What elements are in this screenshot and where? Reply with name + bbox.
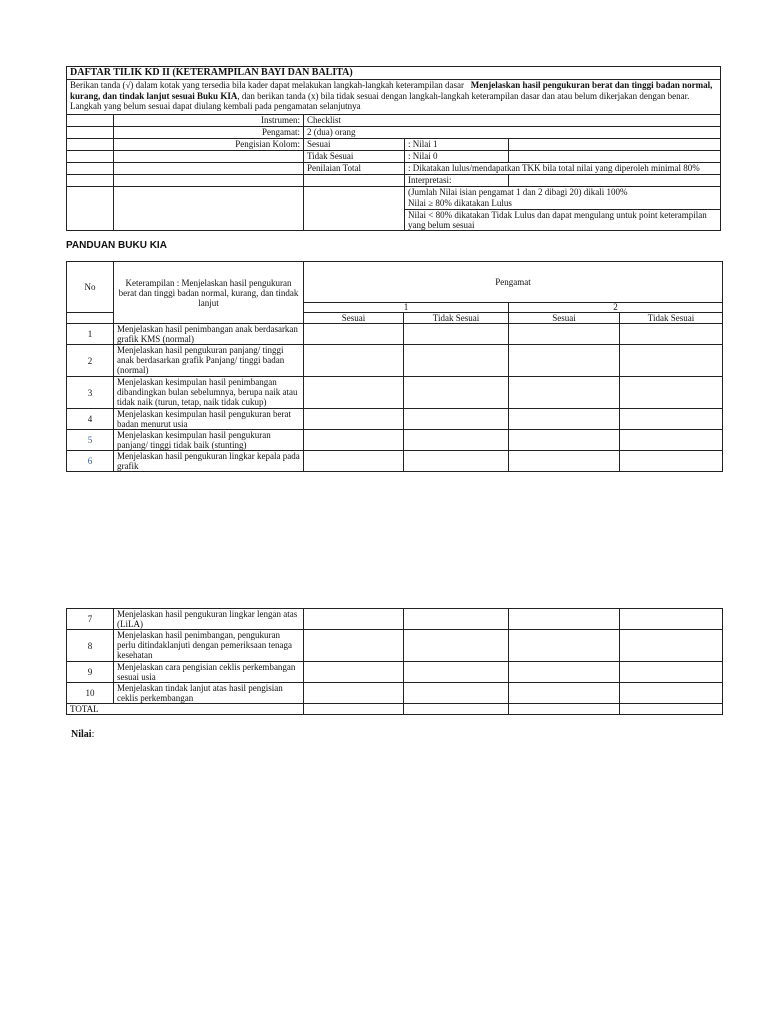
check-cell[interactable] — [509, 662, 620, 683]
nilai-label: Nilai — [71, 729, 92, 740]
total-cell[interactable] — [404, 704, 509, 715]
sesuai-nilai: : Nilai 1 — [405, 139, 509, 151]
check-cell[interactable] — [404, 430, 509, 451]
check-cell[interactable] — [404, 630, 509, 662]
header-pengamat: Pengamat — [304, 262, 723, 303]
check-cell[interactable] — [304, 345, 404, 377]
pengamat-value: 2 (dua) orang — [304, 127, 721, 139]
check-cell[interactable] — [304, 409, 404, 430]
header-observer-1: 1 — [304, 303, 509, 313]
table-row — [67, 430, 723, 451]
check-cell[interactable] — [404, 377, 509, 409]
check-cell[interactable] — [304, 451, 404, 472]
row-skill: Menjelaskan kesimpulan hasil pengukuran berat badan menurut usia — [114, 409, 304, 430]
row-skill: Menjelaskan hasil pengukuran lingkar kepala pada grafik — [114, 451, 304, 472]
check-cell[interactable] — [509, 609, 620, 630]
check-cell[interactable] — [509, 630, 620, 662]
total-row — [67, 704, 723, 715]
check-cell[interactable] — [304, 683, 404, 704]
table-row — [67, 609, 723, 630]
total-cell[interactable] — [509, 704, 620, 715]
row-skill: Menjelaskan cara pengisian ceklis perkembangan sesuai usia — [114, 662, 304, 683]
penilaian-total-text: : Dikatakan lulus/mendapatkan TKK bila total nilai yang diperoleh minimal 80% — [405, 163, 721, 175]
check-cell[interactable] — [404, 683, 509, 704]
check-cell[interactable] — [620, 430, 723, 451]
table-row — [67, 345, 723, 377]
checklist-instructions: Berikan tanda (√) dalam kotak yang tersedia bila kader dapat melakukan langkah-langkah keterampilan dasar Menjelaskan hasil pengukuran berat dan tinggi badan normal, kurang, dan tindak lanjut sesuai Buku KIA, dan berikan tanda (x) bila tidak sesuai dengan langkah-langkah keterampilan dasar dan atau belum dikerjakan dengan benar. Langkah yang belum sesuai dapat diulang kembali pada pengamatan selanjutnya — [67, 80, 721, 115]
row-no: 4 — [67, 409, 114, 430]
table-row — [67, 662, 723, 683]
total-cell[interactable] — [304, 704, 404, 715]
row-no: 3 — [67, 377, 114, 409]
check-cell[interactable] — [509, 430, 620, 451]
checklist-info-table — [66, 66, 721, 231]
table-row — [67, 630, 723, 662]
penilaian-total-label: Penilaian Total — [304, 163, 405, 175]
header-skill: Keterampilan : Menjelaskan hasil pengukuran berat dan tinggi badan normal, kurang, dan tindak lanjut — [114, 262, 304, 324]
check-cell[interactable] — [304, 324, 404, 345]
row-no: 1 — [67, 324, 114, 345]
check-cell[interactable] — [304, 609, 404, 630]
check-cell[interactable] — [509, 409, 620, 430]
row-skill: Menjelaskan hasil penimbangan anak berdasarkan grafik KMS (normal) — [114, 324, 304, 345]
row-skill: Menjelaskan kesimpulan hasil pengukuran panjang/ tinggi tidak baik (stunting) — [114, 430, 304, 451]
check-cell[interactable] — [304, 377, 404, 409]
section-title: PANDUAN BUKU KIA — [66, 240, 167, 251]
row-skill: Menjelaskan hasil pengukuran lingkar lengan atas (LiLA) — [114, 609, 304, 630]
tidak-lulus-rule: Nilai < 80% dikatakan Tidak Lulus dan dapat mengulang untuk point keterampilan yang belum sesuai — [405, 209, 720, 230]
nilai-field — [71, 729, 94, 740]
row-no: 6 — [67, 451, 114, 472]
assessment-table — [66, 261, 723, 472]
sesuai-label: Sesuai — [304, 139, 405, 151]
check-cell[interactable] — [509, 324, 620, 345]
check-cell[interactable] — [509, 683, 620, 704]
check-cell[interactable] — [304, 430, 404, 451]
total-label: TOTAL — [67, 704, 304, 715]
check-cell[interactable] — [509, 345, 620, 377]
checklist-title: DAFTAR TILIK KD II (KETERAMPILAN BAYI DAN BALITA) — [67, 67, 721, 80]
check-cell[interactable] — [620, 409, 723, 430]
check-cell[interactable] — [620, 662, 723, 683]
header-observer-2: 2 — [509, 303, 723, 313]
row-no: 5 — [67, 430, 114, 451]
check-cell[interactable] — [404, 324, 509, 345]
tidak-sesuai-label: Tidak Sesuai — [304, 151, 405, 163]
tidak-sesuai-nilai: : Nilai 0 — [405, 151, 509, 163]
table-row — [67, 377, 723, 409]
instrumen-value: Checklist — [304, 115, 721, 127]
check-cell[interactable] — [620, 345, 723, 377]
row-skill: Menjelaskan kesimpulan hasil penimbangan dibandingkan bulan sebelumnya, berupa naik atau tidak naik (turun, tetap, naik tidak cukup) — [114, 377, 304, 409]
check-cell[interactable] — [620, 609, 723, 630]
table-row — [67, 409, 723, 430]
row-skill: Menjelaskan hasil pengukuran panjang/ tinggi anak berdasarkan grafik Panjang/ tinggi badan (normal) — [114, 345, 304, 377]
row-no: 10 — [67, 683, 114, 704]
check-cell[interactable] — [404, 409, 509, 430]
interpretasi-label: Interpretasi: — [405, 175, 509, 187]
check-cell[interactable] — [620, 683, 723, 704]
check-cell[interactable] — [304, 662, 404, 683]
jumlah-formula: (Jumlah Nilai isian pengamat 1 dan 2 dibagi 20) dikali 100% — [408, 187, 628, 197]
row-no: 8 — [67, 630, 114, 662]
header-no: No — [67, 262, 114, 313]
check-cell[interactable] — [404, 662, 509, 683]
interpretasi-detail — [405, 187, 721, 231]
instrumen-label: Instrumen: — [114, 115, 304, 127]
row-no: 7 — [67, 609, 114, 630]
row-no: 2 — [67, 345, 114, 377]
nilai-colon: : — [91, 729, 95, 740]
pengamat-label: Pengamat: — [114, 127, 304, 139]
check-cell[interactable] — [404, 451, 509, 472]
header-sesuai-1: Sesuai — [304, 313, 404, 324]
check-cell[interactable] — [509, 377, 620, 409]
check-cell[interactable] — [620, 324, 723, 345]
check-cell[interactable] — [620, 630, 723, 662]
header-sesuai-2: Sesuai — [509, 313, 620, 324]
check-cell[interactable] — [404, 609, 509, 630]
table-row — [67, 683, 723, 704]
table-row — [67, 324, 723, 345]
header-tidak-sesuai-1: Tidak Sesuai — [404, 313, 509, 324]
row-skill: Menjelaskan hasil penimbangan, pengukuran perlu ditindaklanjuti dengan pemeriksaan tenaga kesehatan — [114, 630, 304, 662]
check-cell[interactable] — [304, 630, 404, 662]
pengisian-kolom-label: Pengisian Kolom: — [114, 139, 304, 151]
total-cell[interactable] — [620, 704, 723, 715]
check-cell[interactable] — [620, 377, 723, 409]
check-cell[interactable] — [404, 345, 509, 377]
check-cell[interactable] — [620, 451, 723, 472]
lulus-rule: Nilai ≥ 80% dikatakan Lulus — [408, 198, 512, 208]
row-no: 9 — [67, 662, 114, 683]
header-tidak-sesuai-2: Tidak Sesuai — [620, 313, 723, 324]
row-skill: Menjelaskan tindak lanjut atas hasil pengisian ceklis perkembangan — [114, 683, 304, 704]
table-row — [67, 451, 723, 472]
check-cell[interactable] — [509, 451, 620, 472]
assessment-table-continued — [66, 608, 723, 715]
